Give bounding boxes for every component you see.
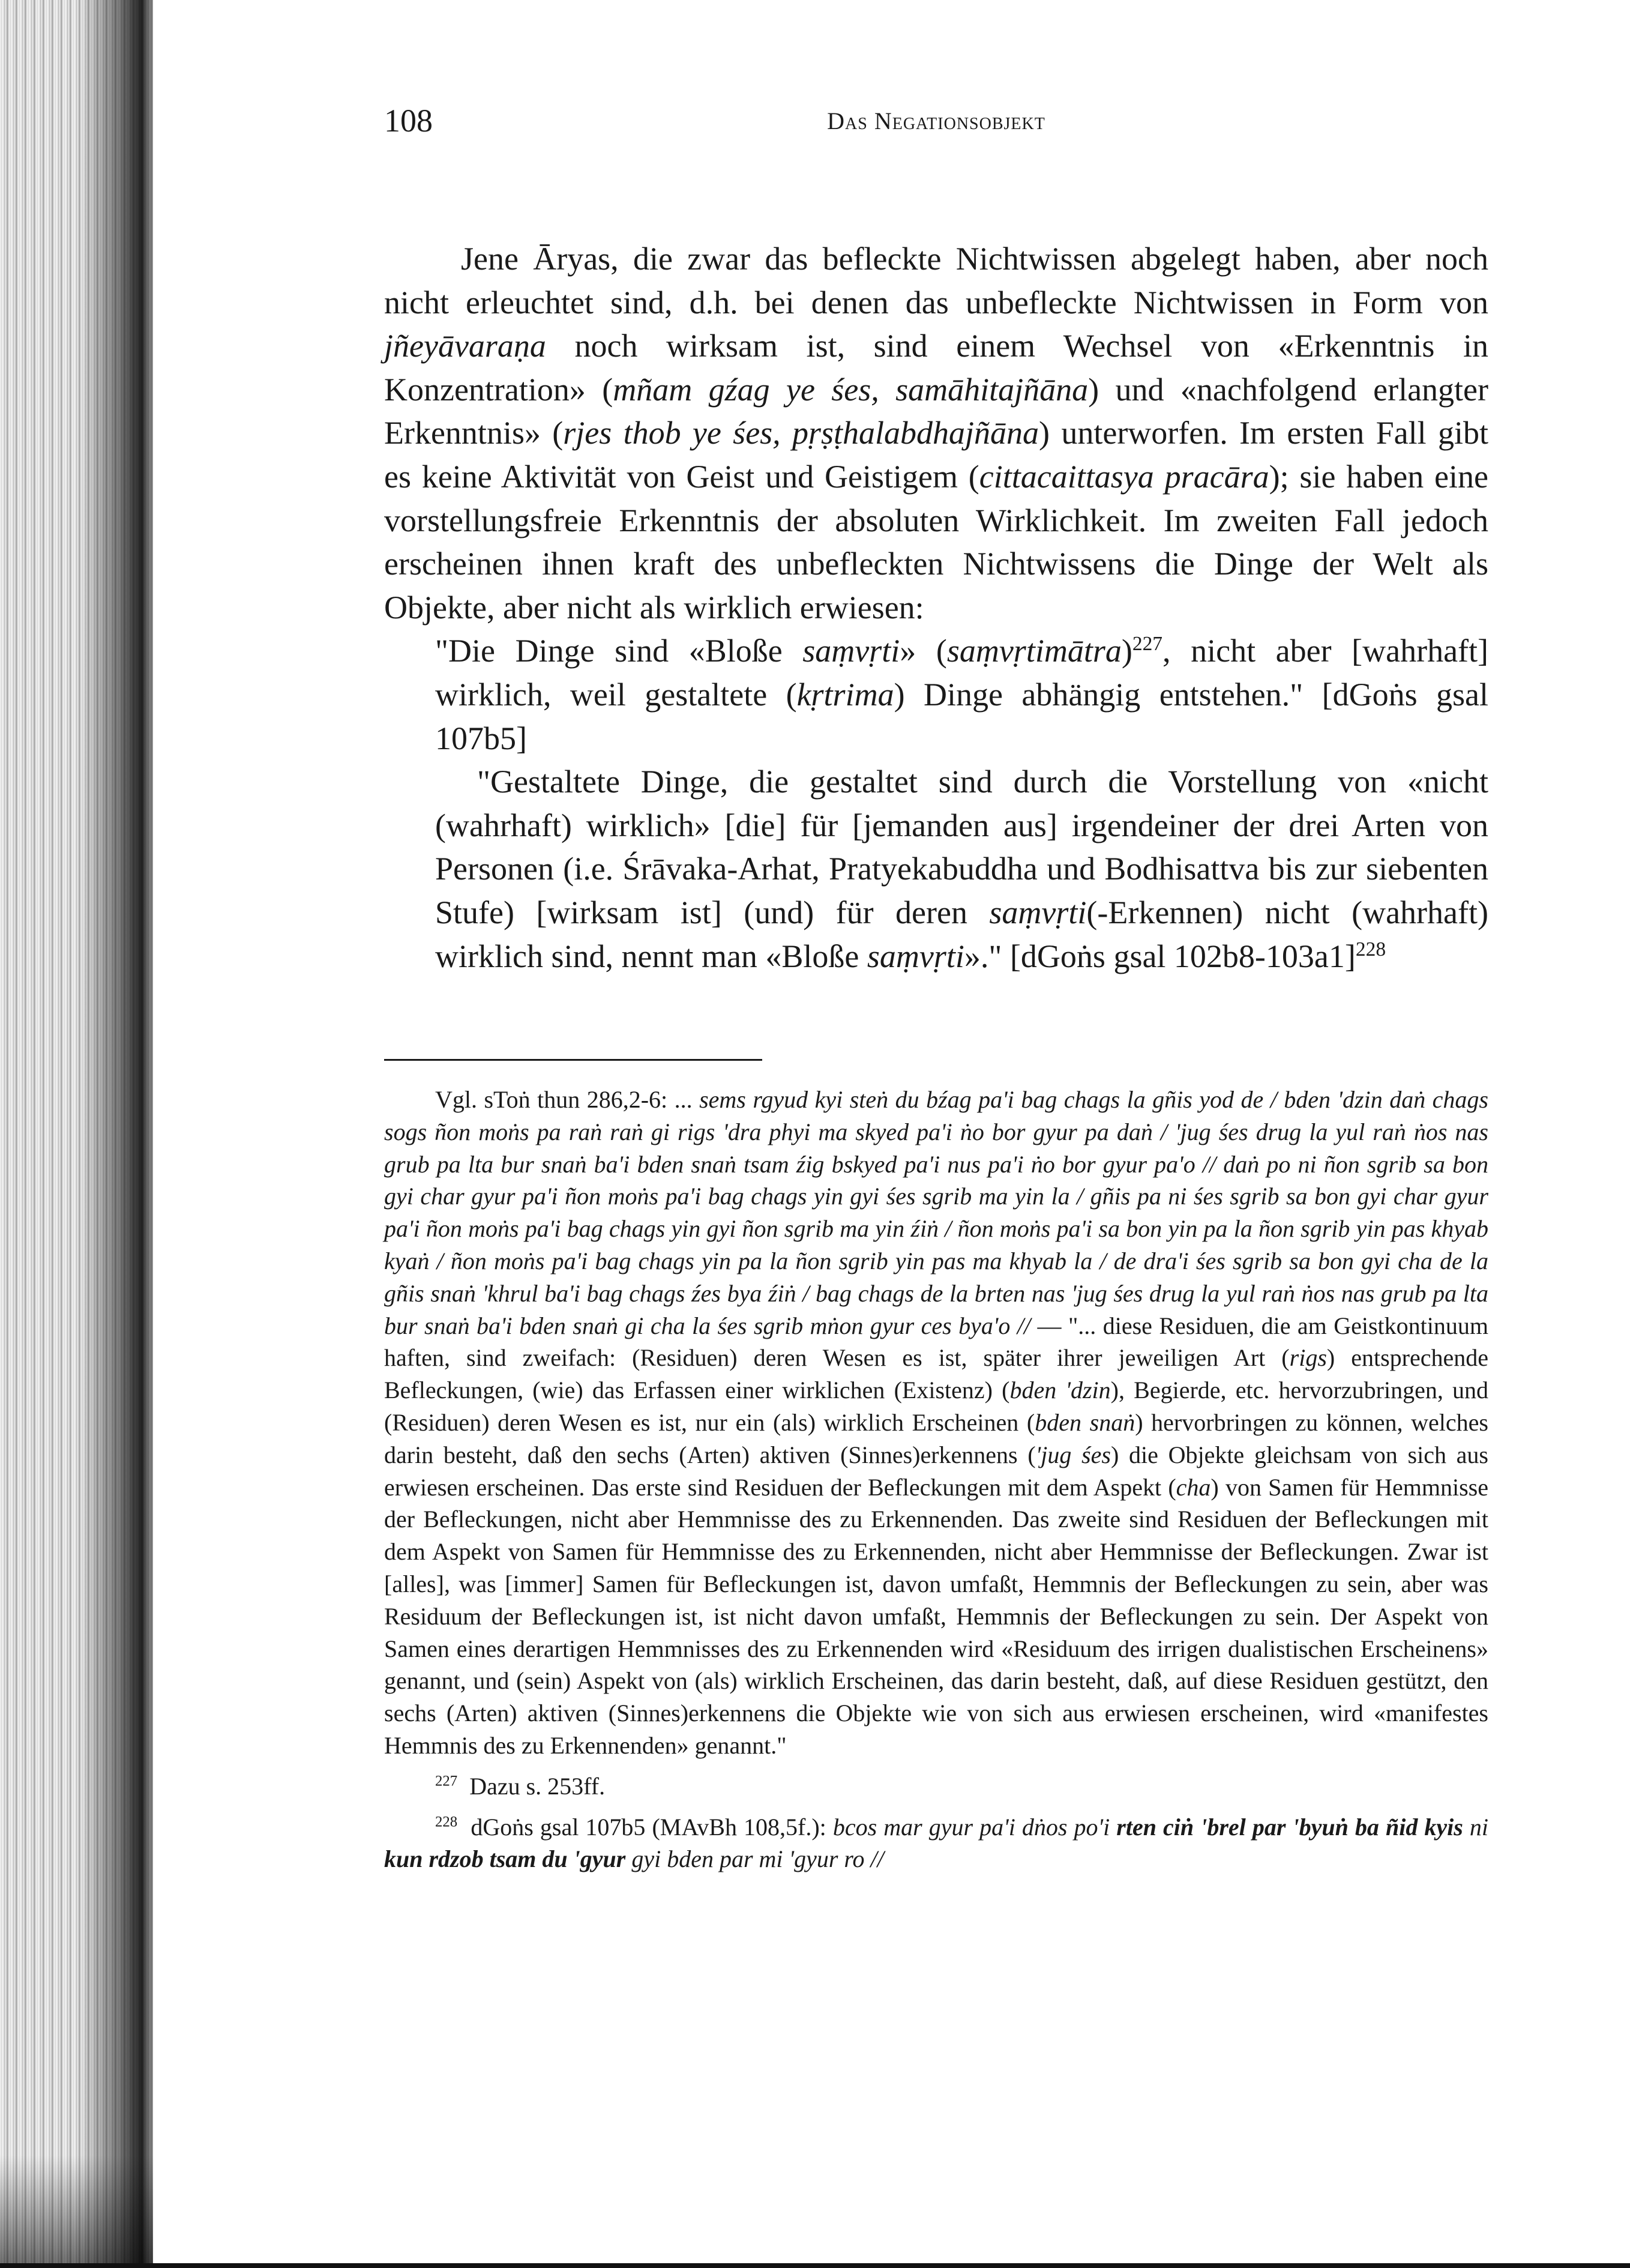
footnote-ref-228[interactable]: 228 bbox=[1355, 938, 1386, 961]
binding-shadow bbox=[78, 0, 153, 2268]
footnote-number: 227 bbox=[435, 1773, 458, 1790]
footnote-ref-227[interactable]: 227 bbox=[1132, 633, 1163, 656]
footnote-number: 228 bbox=[435, 1814, 458, 1830]
block-quote-2: "Gestaltete Dinge, die gestaltet sind durch die Vorstellung von «nicht (wahrhaft) wirklich» [die] für [jemanden aus] irgendeiner der drei Arten von Personen (i.e. Śrāvaka-Arhat, Pratyekabuddha und Bodhisattva bis zur siebenten Stufe) [wirksam ist] (und) für deren saṃvṛti(-Erkennen) nicht (wahrhaft) wirklich sind, nennt man «Bloße saṃvṛti»." [dGoṅs gsal 102b8-103a1]$^{228}$ bbox=[435, 764, 1488, 974]
page-header bbox=[384, 102, 1488, 144]
main-text bbox=[384, 237, 1488, 978]
footnote-228: $^{228}$ dGoṅs gsal 107b5 (MAvBh 108,5f.): bcos mar gyur pa'i dṅos po'i rten ciṅ 'brel par 'byuṅ ba ñid kyis ni kun rdzob tsam du 'gyur gyi bden par mi 'gyur ro // bbox=[384, 1813, 1489, 1873]
body-paragraph: Jene Āryas, die zwar das befleckte Nichtwissen abgelegt haben, aber noch nicht erleuchtet sind, d.h. bei denen das unbefleckte Nichtwissen in Form von jñeyāvaraṇa noch wirksam ist, sind einem Wechsel von «Erkenntnis in Konzentration» (mñam gźag ye śes, samāhitajñāna) und «nachfolgend erlangter Erkenntnis» (rjes thob ye śes, pṛṣṭhalabdhajñāna) unterworfen. Im ersten Fall gibt es keine Aktivität von Geist und Geistigem (cittacaittasya pracāra); sie haben eine vorstellungsfreie Erkenntnis der absoluten Wirklichkeit. Im zweiten Fall jedoch erscheinen ihnen kraft des unbefleckten Nichtwissens die Dinge der Welt als Objekte, aber nicht als wirklich erwiesen: bbox=[384, 241, 1489, 626]
scan-bottom-edge bbox=[0, 2263, 1630, 2268]
page-number: 108 bbox=[384, 103, 433, 139]
running-title: Das Negationsobjekt bbox=[827, 107, 1045, 134]
footnote-separator bbox=[384, 1059, 762, 1061]
binding-shadow-foot bbox=[0, 2155, 153, 2268]
footnote-227: $^{227}$ Dazu s. 253ff. bbox=[435, 1772, 606, 1800]
block-quote-1: "Die Dinge sind «Bloße saṃvṛti» (saṃvṛtimātra)$^{227}$, nicht aber [wahrhaft] wirklich, weil gestaltete (kṛtrima) Dinge abhängig entstehen." [dGoṅs gsal 107b5] bbox=[435, 633, 1488, 756]
footnotes bbox=[384, 1084, 1488, 1875]
footnote-continued: Vgl. sToṅ thun 286,2-6: ... sems rgyud kyi steṅ du bźag pa'i bag chags la gñis yod de / bden 'dzin daṅ chags sogs ñon moṅs pa raṅ raṅ gi rigs 'dra phyi ma skyed pa'i ṅo bor gyur pa daṅ / 'jug śes drug la yul raṅ ṅos nas grub pa lta bur snaṅ ba'i bden snaṅ tsam źig bskyed pa'i nus pa'i ṅo bor gyur pa'o // daṅ po ni ñon sgrib sa bon gyi char gyur pa'i ñon moṅs pa'i bag chags yin gyi śes sgrib ma yin la / gñis pa ni śes sgrib sa bon gyi char gyur pa'i ñon moṅs pa'i bag chags yin gyi ñon sgrib ma yin źiṅ / ñon moṅs pa'i sa bon yin pa la ñon sgrib yin pas khyab kyaṅ / ñon moṅs pa'i bag chags yin pa la ñon sgrib yin pas ma khyab la / de dra'i śes sgrib sa bon gyi cha de la gñis snaṅ 'khrul ba'i bag chags źes bya źiṅ / bag chags de la brten nas 'jug śes drug la yul raṅ ṅos nas grub pa lta bur snaṅ ba'i bden snaṅ gi cha la śes sgrib mṅon gyur ces bya'o // — "... diese Residuen, die am Geistkontinuum haften, sind zweifach: (Residuen) deren Wesen es ist, später ihrer jeweiligen Art (rigs) entsprechende Befleckungen, (wie) das Erfassen einer wirklichen (Existenz) (bden 'dzin), Begierde, etc. hervorzubringen, und (Residuen) deren Wesen es ist, nur ein (als) wirklich Erscheinen (bden snaṅ) hervorbringen zu können, welches darin besteht, daß den sechs (Arten) aktiven (Sinnes)erkennens ('jug śes) die Objekte gleichsam von sich aus erwiesen erscheinen. Das erste sind Residuen der Befleckungen mit dem Aspekt (cha) von Samen für Hemmnisse der Befleckungen, nicht aber Hemmnisse des zu Erkennenden. Das zweite sind Residuen der Befleckungen mit dem Aspekt von Samen für Hemmnisse des zu Erkennenden, nicht aber Hemmnisse der Befleckungen. Zwar ist [alles], was [immer] Samen für Befleckungen ist, davon umfaßt, Hemmnis der Befleckungen zu sein, aber was Residuum der Befleckungen ist, ist nicht davon umfaßt, Hemmnis der Befleckungen zu sein. Der Aspekt von Samen eines derartigen Hemmnisses des zu Erkennenden wird «Residuum des irrigen dualistischen Erscheinens» genannt, und (sein) Aspekt von (als) wirklich Erscheinen, das darin besteht, daß, auf diese Residuen gestützt, den sechs (Arten) aktiven (Sinnes)erkennens die Objekte wie von sich aus erwiesen erscheinen, wird «manifestes Hemmnis des zu Erkennenden» genannt." bbox=[384, 1086, 1489, 1759]
